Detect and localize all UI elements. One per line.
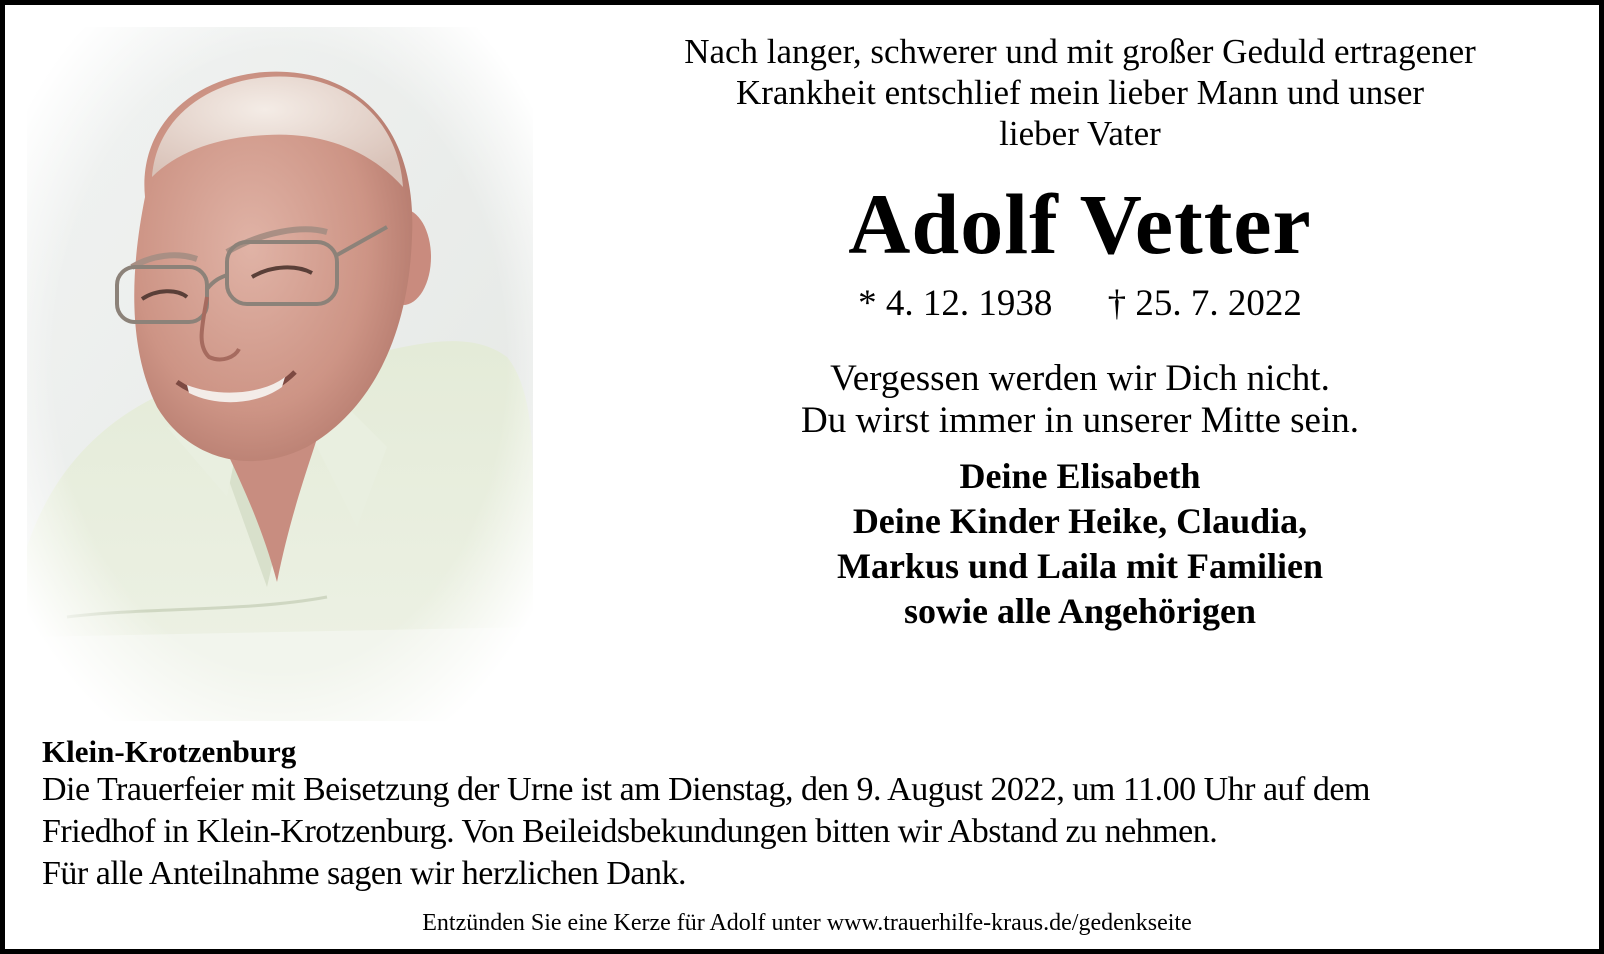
mourner-line: Deine Kinder Heike, Claudia, [852, 501, 1308, 541]
intro-line: Krankheit entschlief mein lieber Mann und unser [735, 73, 1425, 112]
birth-date: * 4. 12. 1938 [858, 283, 1053, 324]
place-name: Klein-Krotzenburg [42, 734, 297, 769]
memorial-verse [565, 358, 1595, 442]
mourner-line: Deine Elisabeth [959, 456, 1201, 496]
life-dates [565, 282, 1595, 326]
funeral-notice [42, 735, 1582, 895]
intro-text [565, 31, 1595, 154]
verse-line: Vergessen werden wir Dich nicht. [830, 358, 1330, 399]
notice-line: Friedhof in Klein-Krotzenburg. Von Beileidsbekundungen bitten wir Abstand zu nehmen. [42, 813, 1218, 850]
portrait-photo [27, 27, 533, 721]
intro-line: Nach langer, schwerer und mit großer Geduld ertragener [684, 32, 1476, 71]
mourners-list [565, 454, 1595, 634]
intro-line: lieber Vater [999, 114, 1161, 153]
mourner-line: Markus und Laila mit Familien [836, 546, 1324, 586]
notice-text [42, 769, 1582, 895]
death-date: † 25. 7. 2022 [1107, 283, 1302, 324]
notice-line: Für alle Anteilnahme sagen wir herzlichen Dank. [42, 855, 686, 892]
verse-line: Du wirst immer in unserer Mitte sein. [801, 400, 1359, 441]
mourner-line: sowie alle Angehörigen [904, 591, 1256, 631]
deceased-name: Adolf Vetter [848, 176, 1312, 272]
notice-line: Die Trauerfeier mit Beisetzung der Urne ist am Dienstag, den 9. August 2022, um 11.00 Uhr auf dem [42, 771, 1370, 808]
announcement-column [565, 25, 1595, 634]
candle-link-text: Entzünden Sie eine Kerze für Adolf unter www.trauerhilfe-kraus.de/gedenkseite [422, 910, 1192, 936]
